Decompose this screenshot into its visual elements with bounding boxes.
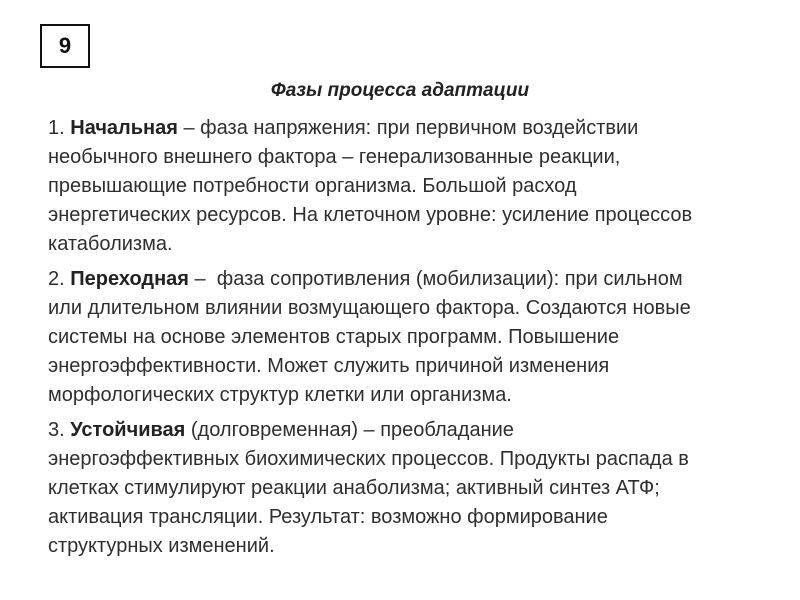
phase-text: необычного внешнего фактора – генерализованные реакции, — [48, 146, 621, 168]
phase-list — [48, 114, 778, 567]
phase-text: – фаза напряжения: при первичном воздействии — [177, 117, 639, 139]
phase-number: 1. — [48, 117, 71, 139]
phase-term: Устойчивая — [70, 419, 186, 441]
phase-item-stable — [48, 416, 778, 561]
phase-line — [48, 114, 778, 143]
phase-item-transitional — [48, 265, 778, 410]
phase-text: (долговременная) – преобладание — [185, 419, 514, 441]
phase-text: энергетических ресурсов. На клеточном уровне: усиление процессов — [48, 204, 693, 226]
phase-text: энергоэффективных биохимических процессов. Продукты распада в — [48, 448, 689, 470]
phase-number: 2. — [48, 268, 71, 290]
slide-number: 9 — [58, 33, 72, 58]
phase-text: – фаза сопротивления (мобилизации): при сильном — [188, 268, 683, 290]
slide-number-box — [40, 24, 90, 68]
phase-text: или длительном влиянии возмущающего фактора. Создаются новые — [48, 297, 691, 319]
phase-item-initial — [48, 114, 778, 259]
phase-text: энергоэффективности. Может служить причиной изменения — [48, 355, 610, 377]
phase-text: катаболизма. — [48, 233, 173, 255]
phase-number: 3. — [48, 419, 71, 441]
phase-text: превышающие потребности организма. Большой расход — [48, 175, 577, 197]
phase-line — [48, 265, 778, 294]
phase-text: морфологических структур клетки или организма. — [48, 384, 512, 406]
slide-title: Фазы процесса адаптации — [270, 80, 530, 101]
phase-text: активация трансляции. Результат: возможно формирование — [48, 506, 608, 528]
phase-text: системы на основе элементов старых программ. Повышение — [48, 326, 620, 348]
phase-term: Начальная — [70, 117, 178, 139]
phase-text: клетках стимулируют реакции анаболизма; активный синтез АТФ; — [48, 477, 660, 499]
phase-line — [48, 416, 778, 445]
phase-term: Переходная — [70, 268, 189, 290]
phase-text: структурных изменений. — [48, 535, 275, 557]
